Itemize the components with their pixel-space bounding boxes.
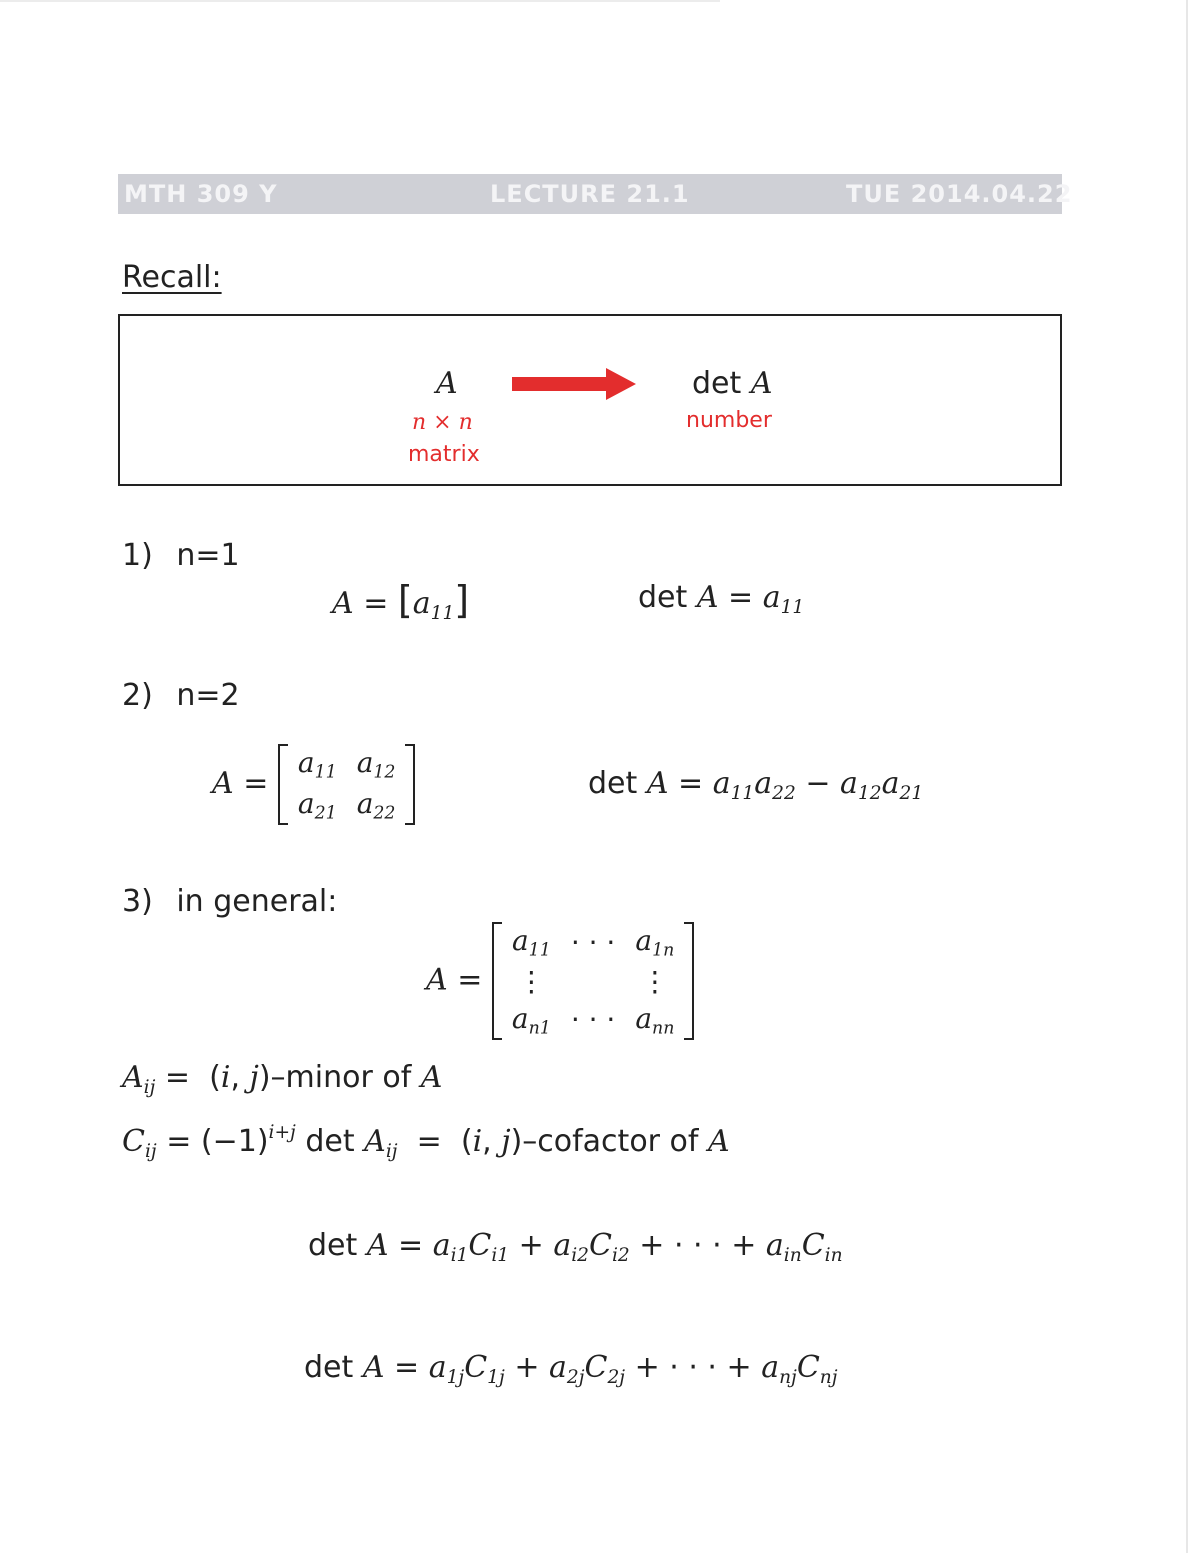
case-2-det: $\det A = a_{11}a_{22} - a_{12}a_{21}$: [588, 766, 924, 804]
row-expansion-formula: $\det A = a_{i1}C_{i1} + a_{i2}C_{i2}$ + · · · + $a_{in}C_{in}$: [308, 1228, 843, 1266]
case-3-condition: in general:: [176, 884, 338, 919]
case-2-heading: [122, 678, 240, 713]
recall-input-kind: matrix: [408, 442, 480, 467]
case-3-heading: [122, 884, 337, 919]
lecture-number: LECTURE 21.1: [490, 180, 690, 208]
scan-edge-right: [1186, 0, 1188, 1553]
case-2-matrix: A = $a_{11}$ $a_{12}$ $a_{21}$ $a_{22}$: [212, 744, 415, 825]
recall-input-dims: n × n: [412, 410, 473, 435]
recall-output-symbol: det A: [692, 366, 773, 401]
minor-definition: $A_{ij} = (i$, j)–minor of A: [122, 1060, 443, 1098]
cofactor-definition: $C_{ij} = (-1)^{i+j}$ $\det A_{ij} = (i$, j)–cofactor of A: [122, 1122, 730, 1162]
course-code: MTH 309 Y: [124, 180, 278, 208]
case-1-label: 1): [122, 538, 153, 573]
case-1-matrix: $A = [a_{11}]$: [332, 578, 470, 624]
column-expansion-formula: $\det A = a_{1j}C_{1j} + a_{2j}C_{2j}$ + · · · + $a_{nj}C_{nj}$: [304, 1350, 838, 1388]
recall-input-symbol: A: [436, 366, 458, 401]
recall-output-kind: number: [686, 408, 772, 433]
case-2-condition: n=2: [176, 678, 240, 713]
case-3-matrix: A = $a_{11}$ · · · $a_{1n}$ ⋮ ⋮ $a_{n1}$ · · · $a_{nn}$: [426, 922, 694, 1040]
mapping-arrow-icon: [510, 366, 638, 402]
lecture-date: TUE 2014.04.22: [846, 180, 1073, 208]
scan-edge-top: [0, 0, 720, 2]
case-1-heading: [122, 538, 240, 573]
recall-heading: Recall:: [122, 260, 222, 295]
case-1-det: $\det A = a_{11}$: [638, 580, 805, 618]
case-1-condition: n=1: [176, 538, 240, 573]
case-2-label: 2): [122, 678, 153, 713]
case-3-label: 3): [122, 884, 153, 919]
